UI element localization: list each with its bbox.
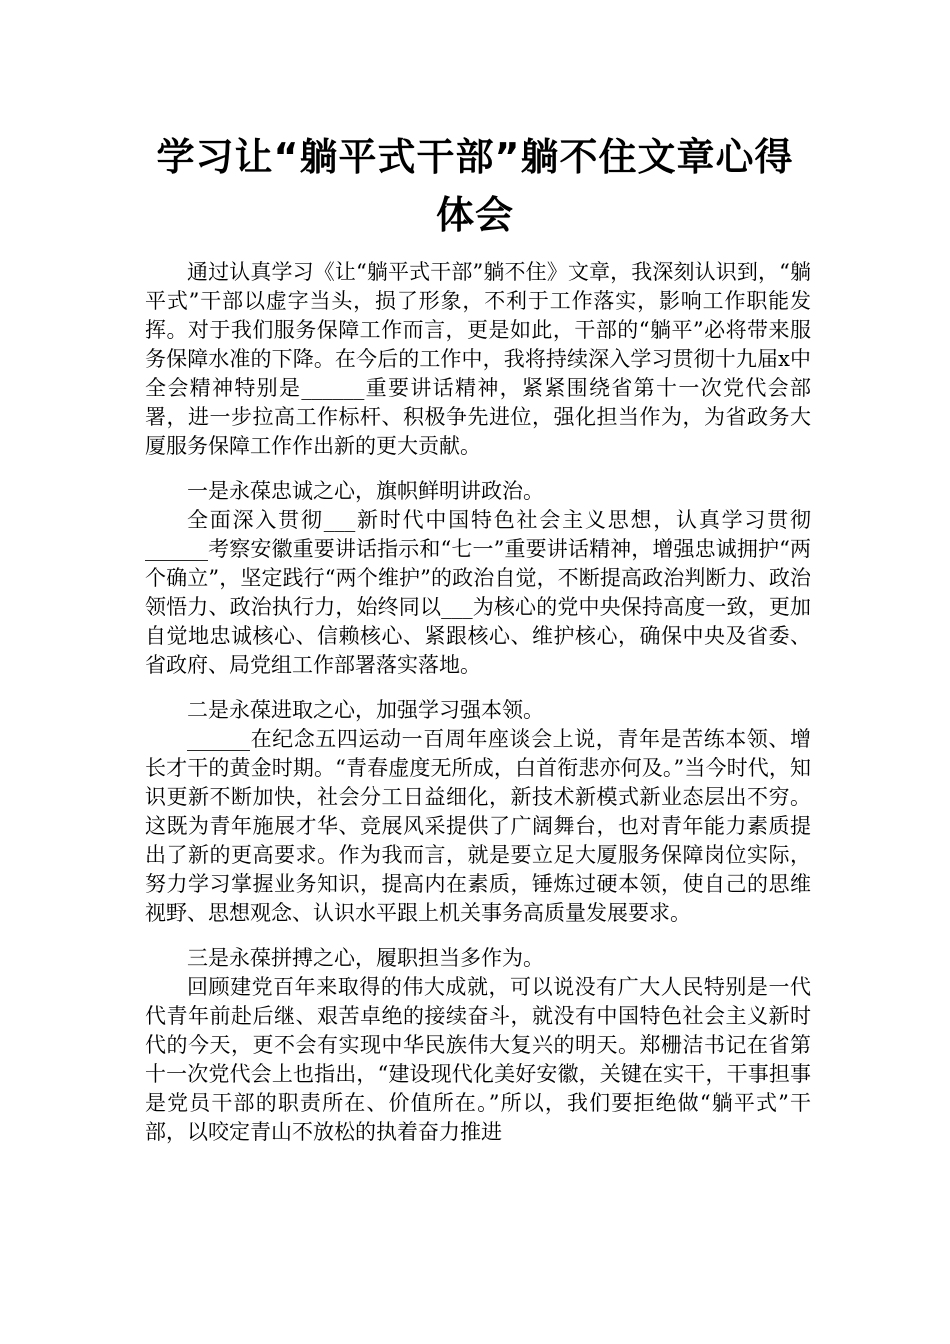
section-heading-1: 一是永葆忠诚之心，旗帜鲜明讲政治。 — [187, 479, 544, 503]
section-paragraph-2: ______在纪念五四运动一百周年座谈会上说，青年是苦练本领、增长才干的黄金时期。“青春虚度无所成，白首衔悲亦何及。”当今时代，知识更新不断加快，社会分工日益细化，新技术新模式新业态层出不穷。这既为青年施展才华、竞展风采提供了广阔舞台，也对青年能力素质提出了新的更高要求。作为我而言，就是要立足大厦服务保障岗位实际，努力学习掌握业务知识，提高内在素质，锤炼过硬本领，使自己的思维视野、思想观念、认识水平跟上机关事务高质量发展要求。 — [145, 727, 811, 925]
document-body — [145, 258, 811, 1147]
intro-paragraph: 通过认真学习《让“躺平式干部”躺不住》文章，我深刻认识到，“躺平式”干部以虚字当头，损了形象，不利于工作落实，影响工作职能发挥。对于我们服务保障工作而言，更是如此，干部的“躺平”必将带来服务保障水准的下降。在今后的工作中，我将持续深入学习贯彻十九届x中全会精神特别是______重要讲话精神，紧紧围绕省第十一次党代会部署，进一步拉高工作标杆、积极争先进位，强化担当作为，为省政务大厦服务保障工作作出新的更大贡献。 — [145, 260, 811, 458]
document-title: 学习让“躺平式干部”躺不住文章心得体会 — [156, 135, 794, 237]
section-heading-2: 二是永葆进取之心，加强学习强本领。 — [187, 698, 544, 722]
section-paragraph-3: 回顾建党百年来取得的伟大成就，可以说没有广大人民特别是一代代青年前赴后继、艰苦卓绝的接续奋斗，就没有中国特色社会主义新时代的今天，更不会有实现中华民族伟大复兴的明天。郑栅洁书记在省第十一次党代会上也指出，“建设现代化美好安徽，关键在实干，干事担事是党员干部的职责所在、价值所在。”所以，我们要拒绝做“躺平式”干部，以咬定青山不放松的执着奋力推进 — [145, 975, 811, 1144]
section-paragraph-1: 全面深入贯彻___新时代中国特色社会主义思想，认真学习贯彻______考察安徽重要讲话指示和“七一”重要讲话精神，增强忠诚拥护“两个确立”，坚定践行“两个维护”的政治自觉，不断提高政治判断力、政治领悟力、政治执行力，始终同以___为核心的党中央保持高度一致，更加自觉地忠诚核心、信赖核心、紧跟核心、维护核心，确保中央及省委、省政府、局党组工作部署落实落地。 — [145, 508, 811, 677]
section-heading-3: 三是永葆拼搏之心，履职担当多作为。 — [187, 946, 544, 970]
